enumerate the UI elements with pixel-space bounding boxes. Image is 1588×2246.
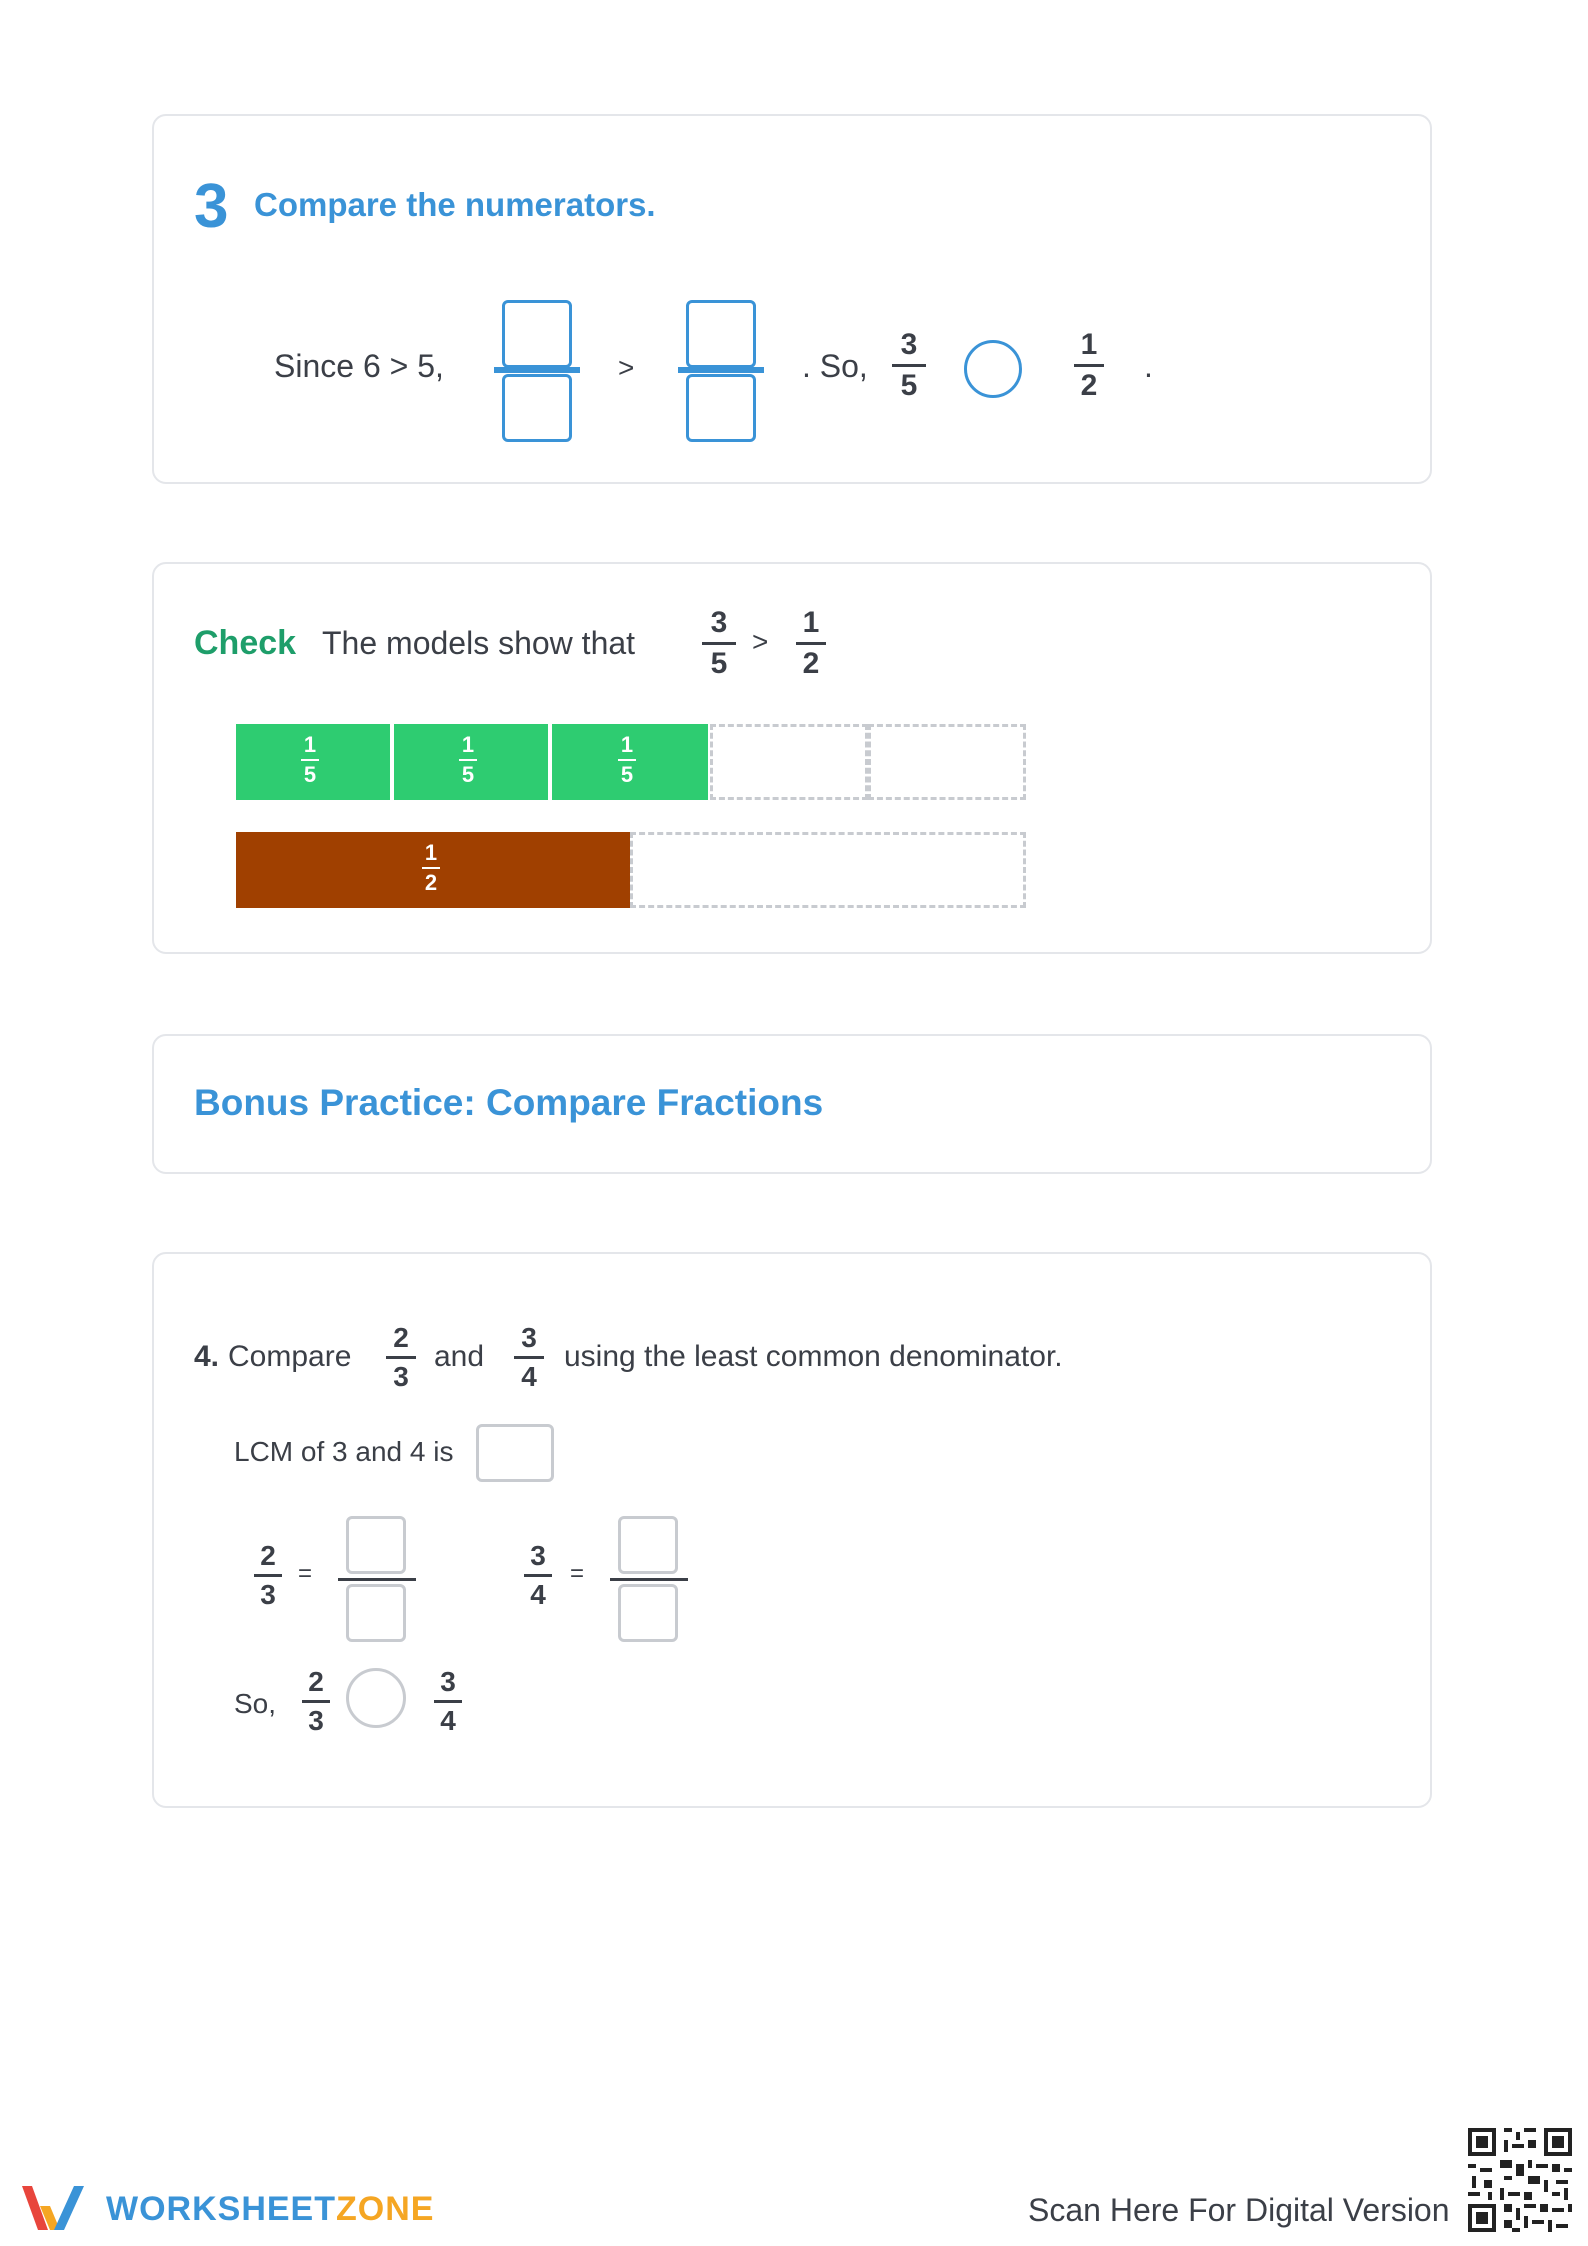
instruction-text: using the least common denominator. bbox=[564, 1340, 1063, 1373]
and-word: and bbox=[434, 1340, 485, 1373]
brand-name-part2: ZONE bbox=[336, 2190, 435, 2228]
fraction-one-half: 1 2 bbox=[796, 608, 826, 679]
fraction-two-thirds: 2 3 bbox=[254, 1542, 282, 1609]
fraction-bar bbox=[338, 1578, 416, 1581]
scan-text: Scan Here For Digital Version bbox=[1028, 2192, 1450, 2228]
so-text: . So, bbox=[802, 348, 868, 384]
qr-code[interactable] bbox=[1464, 2124, 1576, 2236]
step-title: Compare the numerators. bbox=[254, 186, 656, 223]
problem-number: 4. bbox=[194, 1340, 220, 1373]
fifth-segment-1: 1 5 bbox=[236, 724, 390, 800]
equals-sign: = bbox=[570, 1560, 585, 1587]
fifth-segment-empty-1 bbox=[710, 724, 868, 800]
fraction-three-fourths: 3 4 bbox=[524, 1542, 552, 1609]
step3-card bbox=[152, 114, 1432, 484]
half-bar-model bbox=[236, 832, 1026, 908]
lcm-text: LCM of 3 and 4 is bbox=[234, 1436, 454, 1467]
check-text: The models show that bbox=[322, 625, 636, 661]
fraction-bar bbox=[494, 367, 580, 373]
fraction-two-thirds: 2 3 bbox=[386, 1324, 416, 1391]
equiv-denominator-box-2[interactable] bbox=[618, 1584, 678, 1642]
fifth-segment-2: 1 5 bbox=[394, 724, 548, 800]
denominator-answer-box-1[interactable] bbox=[502, 374, 572, 442]
half-segment-empty bbox=[630, 832, 1026, 908]
since-text: Since 6 > 5, bbox=[274, 348, 444, 384]
fraction-three-fifths: 3 5 bbox=[702, 608, 736, 679]
fraction-bar bbox=[678, 367, 764, 373]
greater-than-symbol: > bbox=[618, 352, 635, 383]
fifths-bar-model bbox=[236, 724, 1026, 800]
fraction-one-half: 1 2 bbox=[1074, 330, 1104, 401]
fraction-bar bbox=[610, 1578, 688, 1581]
numerator-answer-box-2[interactable] bbox=[686, 300, 756, 368]
equals-sign: = bbox=[298, 1560, 313, 1587]
equiv-numerator-box-2[interactable] bbox=[618, 1516, 678, 1574]
period: . bbox=[1144, 348, 1153, 384]
comparison-circle-answer[interactable] bbox=[346, 1668, 406, 1728]
check-card bbox=[152, 562, 1432, 954]
comparison-circle-answer[interactable] bbox=[964, 340, 1022, 398]
brand-logo bbox=[18, 2180, 98, 2236]
equiv-numerator-box-1[interactable] bbox=[346, 1516, 406, 1574]
fifth-segment-empty-2 bbox=[868, 724, 1026, 800]
lcm-answer-box[interactable] bbox=[476, 1424, 554, 1482]
check-label: Check bbox=[194, 624, 297, 662]
fifth-segment-3: 1 5 bbox=[552, 724, 708, 800]
greater-than-symbol: > bbox=[752, 626, 769, 657]
compare-word: Compare bbox=[228, 1340, 352, 1373]
step-number: 3 bbox=[194, 172, 229, 241]
fraction-three-fifths: 3 5 bbox=[892, 330, 926, 401]
equiv-denominator-box-1[interactable] bbox=[346, 1584, 406, 1642]
fraction-three-fourths: 3 4 bbox=[514, 1324, 544, 1391]
bonus-card bbox=[152, 1034, 1432, 1174]
problem4-card bbox=[152, 1252, 1432, 1808]
brand-name-part1: WORKSHEET bbox=[106, 2190, 336, 2228]
so-text: So, bbox=[234, 1688, 277, 1719]
half-segment-1: 1 2 bbox=[236, 832, 630, 908]
denominator-answer-box-2[interactable] bbox=[686, 374, 756, 442]
bonus-title: Bonus Practice: Compare Fractions bbox=[194, 1082, 824, 1123]
fraction-three-fourths: 3 4 bbox=[434, 1668, 462, 1735]
qr-code-icon bbox=[1464, 2124, 1576, 2236]
numerator-answer-box-1[interactable] bbox=[502, 300, 572, 368]
fraction-two-thirds: 2 3 bbox=[302, 1668, 330, 1735]
brand-name bbox=[106, 2190, 434, 2229]
worksheetzone-logo-icon bbox=[18, 2180, 98, 2236]
